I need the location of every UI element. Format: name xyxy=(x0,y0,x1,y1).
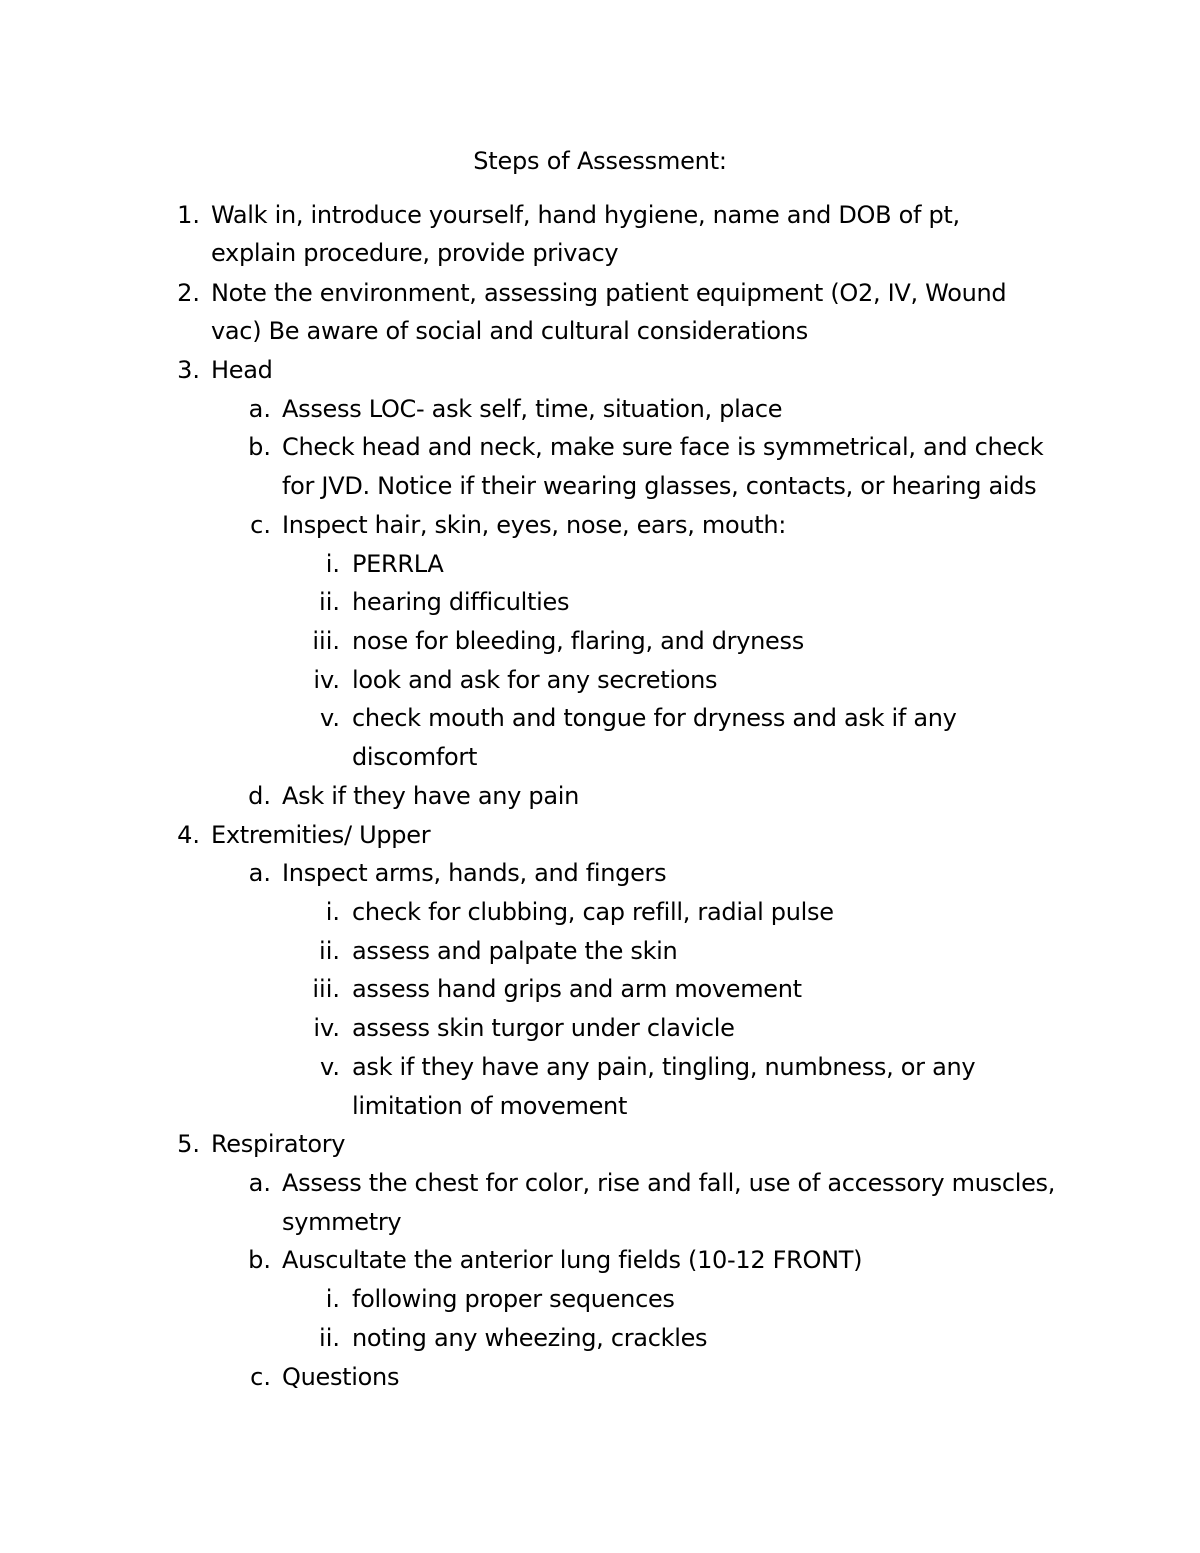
item-marker: 5. xyxy=(177,1130,200,1158)
item-marker: 3. xyxy=(177,356,200,384)
list-item-text: Ask if they have any pain xyxy=(282,782,580,810)
list-item-text: Auscultate the anterior lung fields (10-12 FRONT) xyxy=(282,1246,863,1274)
list-item-text: for JVD. Notice if their wearing glasses, contacts, or hearing aids xyxy=(282,472,1037,500)
item-marker: a. xyxy=(248,395,271,423)
list-item-text: following proper sequences xyxy=(352,1285,675,1313)
list-item-text: hearing difficulties xyxy=(352,588,570,616)
item-marker: a. xyxy=(248,859,271,887)
item-marker: d. xyxy=(248,782,271,810)
list-item-text: check for clubbing, cap refill, radial pulse xyxy=(352,898,834,926)
item-marker: 4. xyxy=(177,821,200,849)
list-item-text: Note the environment, assessing patient equipment (O2, IV, Wound xyxy=(211,279,1007,307)
item-marker: iii. xyxy=(312,627,340,655)
list-item-text: check mouth and tongue for dryness and ask if any xyxy=(352,704,957,732)
list-item-text: Inspect arms, hands, and fingers xyxy=(282,859,667,887)
list-item-text: explain procedure, provide privacy xyxy=(211,239,619,267)
item-marker: ii. xyxy=(319,588,340,616)
item-marker: ii. xyxy=(319,937,340,965)
list-item-text: Inspect hair, skin, eyes, nose, ears, mouth: xyxy=(282,511,787,539)
list-item-text: vac) Be aware of social and cultural considerations xyxy=(211,317,808,345)
list-item-text: Head xyxy=(211,356,273,384)
list-item-text: Assess LOC- ask self, time, situation, place xyxy=(282,395,783,423)
item-marker: i. xyxy=(325,898,340,926)
document-title: Steps of Assessment: xyxy=(473,147,727,175)
item-marker: i. xyxy=(325,1285,340,1313)
list-item-text: Extremities/ Upper xyxy=(211,821,431,849)
list-item-text: discomfort xyxy=(352,743,478,771)
list-item-text: PERRLA xyxy=(352,550,444,578)
list-item-text: Walk in, introduce yourself, hand hygiene, name and DOB of pt, xyxy=(211,201,960,229)
item-marker: iii. xyxy=(312,975,340,1003)
list-item-text: assess skin turgor under clavicle xyxy=(352,1014,735,1042)
item-marker: i. xyxy=(325,550,340,578)
item-marker: b. xyxy=(248,433,271,461)
list-item-text: assess and palpate the skin xyxy=(352,937,678,965)
item-marker: c. xyxy=(250,1363,271,1391)
item-marker: 1. xyxy=(177,201,200,229)
item-marker: v. xyxy=(320,704,340,732)
list-item-text: symmetry xyxy=(282,1208,402,1236)
list-item-text: look and ask for any secretions xyxy=(352,666,718,694)
item-marker: iv. xyxy=(313,1014,340,1042)
list-item-text: assess hand grips and arm movement xyxy=(352,975,802,1003)
item-marker: iv. xyxy=(313,666,340,694)
item-marker: ii. xyxy=(319,1324,340,1352)
list-item-text: ask if they have any pain, tingling, numbness, or any xyxy=(352,1053,976,1081)
list-item-text: limitation of movement xyxy=(352,1092,628,1120)
item-marker: 2. xyxy=(177,279,200,307)
list-item-text: Questions xyxy=(282,1363,400,1391)
list-item-text: noting any wheezing, crackles xyxy=(352,1324,708,1352)
item-marker: v. xyxy=(320,1053,340,1081)
list-item-text: Respiratory xyxy=(211,1130,346,1158)
item-marker: c. xyxy=(250,511,271,539)
list-item-text: nose for bleeding, flaring, and dryness xyxy=(352,627,804,655)
item-marker: a. xyxy=(248,1169,271,1197)
item-marker: b. xyxy=(248,1246,271,1274)
list-item-text: Check head and neck, make sure face is symmetrical, and check xyxy=(282,433,1044,461)
list-item-text: Assess the chest for color, rise and fall, use of accessory muscles, xyxy=(282,1169,1056,1197)
